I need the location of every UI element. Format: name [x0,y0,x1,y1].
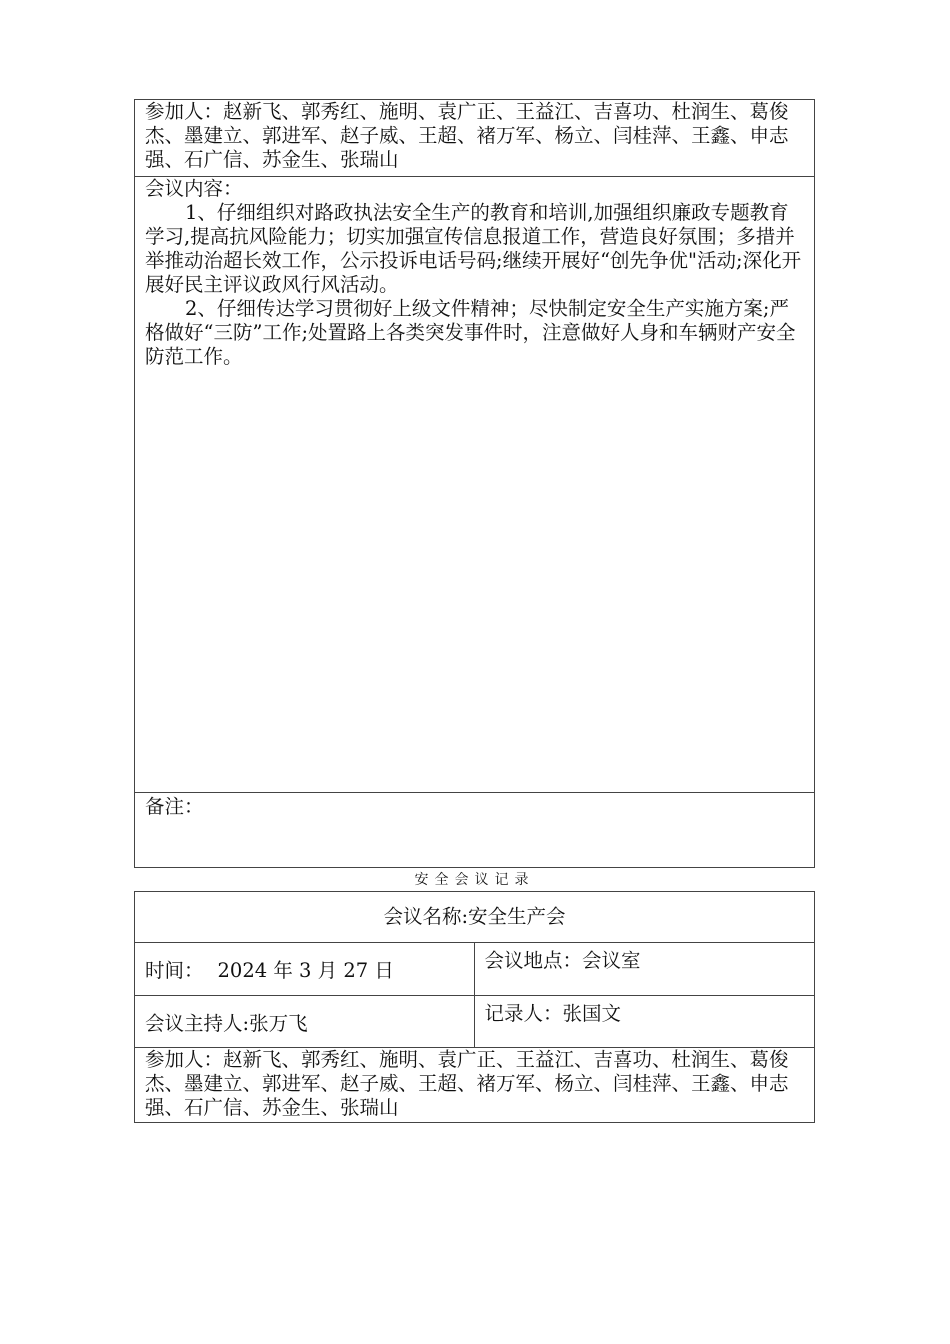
attendees-label: 参加人： [145,1048,224,1071]
time-label: 时间： [145,959,204,982]
host-cell [135,996,475,1047]
meeting-record-table-1 [134,99,815,868]
host: 会议主持人:张万飞 [145,1011,308,1035]
time-location-row [135,943,814,996]
meeting-name: 会议名称:安全生产会 [383,905,566,928]
content-paragraph-2: 2、仔细传达学习贯彻好上级文件精神；尽快制定安全生产实施方案;严格做好“三防”工作;处置路上各类突发事件时，注意做好人身和车辆财产安全防范工作。 [145,297,796,368]
location: 会议地点：会议室 [484,949,641,972]
meeting-content-cell [135,177,814,793]
time-cell [135,943,475,995]
attendees-cell-2 [135,1048,814,1122]
attendees-cell [135,100,814,177]
content-label: 会议内容： [145,177,243,200]
attendees-list: 赵新飞、郭秀红、施明、袁广正、王益江、吉喜功、杜润生、葛俊杰、墨建立、郭进军、赵子威、王超、褚万军、杨立、闫桂萍、王鑫、申志强、石广信、苏金生、张瑞山 [145,100,789,171]
content-paragraph-1: 1、仔细组织对路政执法安全生产的教育和培训,加强组织廉政专题教育学习,提高抗风险能力；切实加强宣传信息报道工作，营造良好氛围；多措并举推动治超长效工作，公示投诉电话号码;继续开展好“创先争优"活动;深化开展好民主评议政风行风活动。 [145,201,802,296]
recorder-cell [475,996,815,1047]
remarks-label: 备注： [145,795,204,818]
meeting-record-table-2 [134,891,815,1123]
host-recorder-row [135,996,814,1048]
record-caption: 安全会议记录 [414,872,535,888]
time-value: 2024 年 3 月 27 日 [217,959,394,982]
meeting-name-cell [135,892,814,943]
recorder: 记录人：张国文 [484,1002,622,1025]
attendees-label: 参加人： [145,100,224,123]
remarks-cell [135,793,814,867]
attendees-list: 赵新飞、郭秀红、施明、袁广正、王益江、吉喜功、杜润生、葛俊杰、墨建立、郭进军、赵子威、王超、褚万军、杨立、闫桂萍、王鑫、申志强、石广信、苏金生、张瑞山 [145,1048,789,1119]
location-cell [475,943,815,995]
